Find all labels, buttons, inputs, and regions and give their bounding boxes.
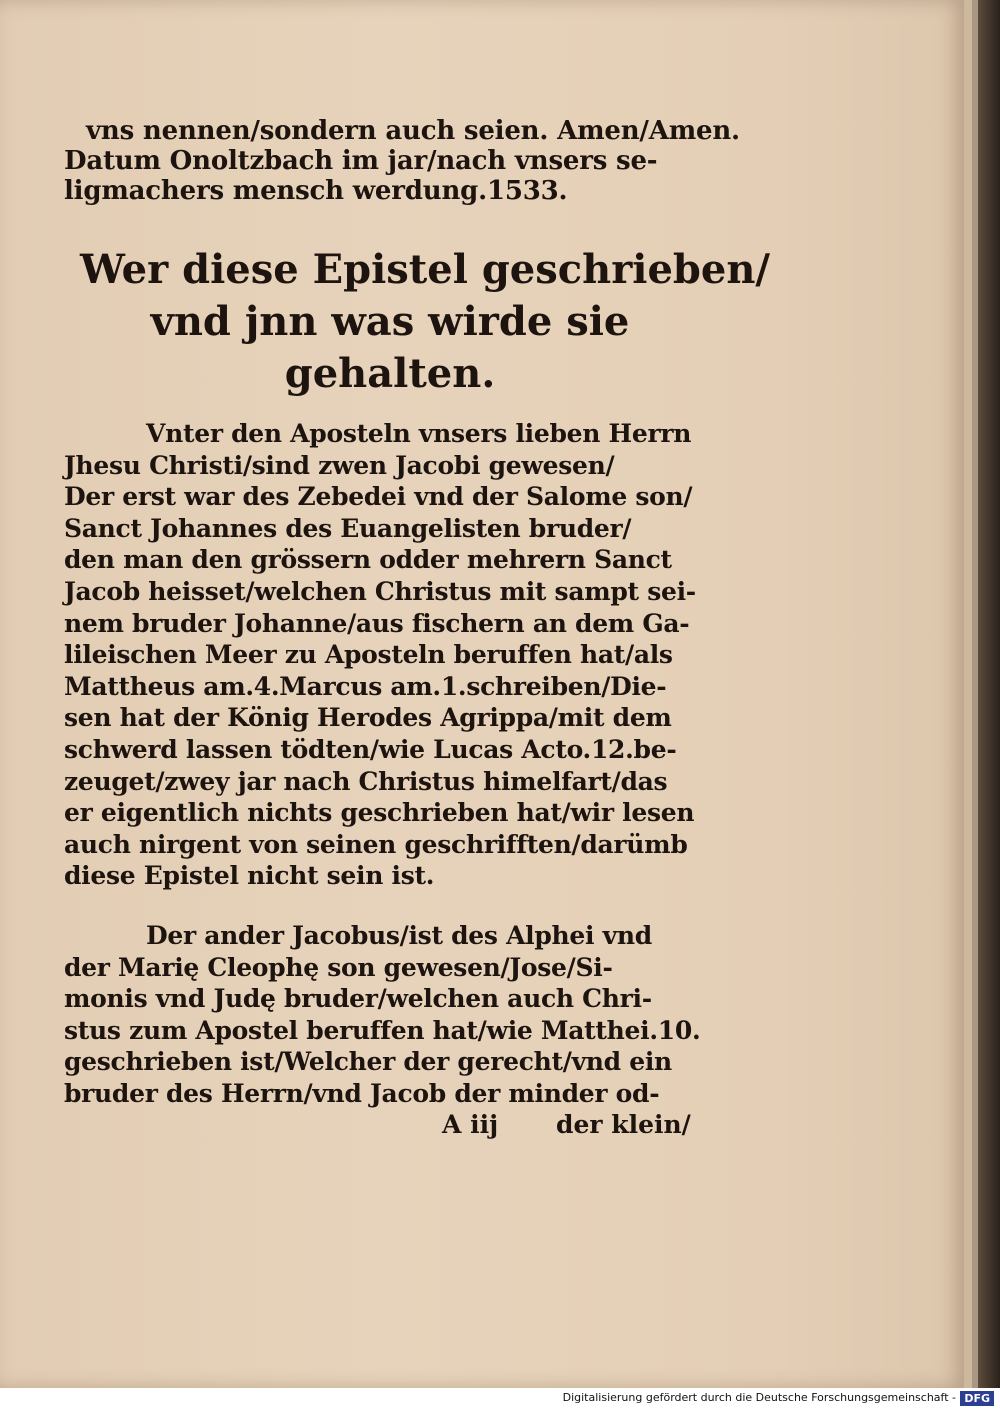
text-line: der Marię Cleophę son gewesen/Jose/Si- (64, 952, 613, 982)
text-line: Mattheus am.4.Marcus am.1.schreiben/Die- (64, 671, 667, 701)
text-line: zeuget/zwey jar nach Christus himelfart/das (64, 766, 668, 796)
text-line: nem bruder Johanne/aus fischern an dem Ga- (64, 608, 690, 638)
text-line: Sanct Johannes des Euangelisten bruder/ (64, 513, 632, 543)
text-line: schwerd lassen tödten/wie Lucas Acto.12.be- (64, 734, 677, 764)
dfg-logo: DFG (960, 1391, 994, 1406)
section-heading (80, 244, 771, 400)
text-line: Der ander Jacobus/ist des Alphei vnd (146, 921, 652, 950)
page-footer (64, 1110, 694, 1142)
page-edge (964, 0, 972, 1388)
text-line: Vnter den Aposteln vnsers lieben Herrn (146, 419, 692, 448)
text-line: diese Epistel nicht sein ist. (64, 861, 435, 891)
text-line: Datum Onoltzbach im jar/nach vnsers se- (64, 146, 658, 176)
heading-line: vnd jnn was wirde sie (150, 298, 630, 345)
text-line: den man den grössern odder mehrern Sanct (64, 545, 672, 575)
book-spine-shadow (978, 0, 1000, 1388)
text-line: vns nennen/sondern auch seien. Amen/Amen. (86, 116, 740, 146)
text-line: stus zum Apostel beruffen hat/wie Matthei.10. (64, 1015, 701, 1045)
catchword: der klein/ (556, 1110, 691, 1139)
funding-credit: Digitalisierung gefördert durch die Deutsche Forschungsgemeinschaft - (562, 1391, 956, 1404)
text-line: sen hat der König Herodes Agrippa/mit dem (64, 703, 672, 733)
text-line: auch nirgent von seinen geschrifften/darümb (64, 829, 688, 859)
closing-text (64, 116, 740, 206)
text-line: monis vnd Judę bruder/welchen auch Chri- (64, 984, 652, 1014)
text-line: Jacob heisset/welchen Christus mit sampt sei- (64, 576, 696, 606)
text-line: bruder des Herrn/vnd Jacob der minder od- (64, 1078, 660, 1108)
signature-mark: A iij (442, 1110, 499, 1139)
heading-line: Wer diese Epistel geschrieben/ (80, 246, 771, 293)
text-line: geschrieben ist/Welcher der gerecht/vnd ein (64, 1047, 672, 1077)
paragraph-2 (64, 920, 701, 1110)
text-line: Jhesu Christi/sind zwen Jacobi gewesen/ (64, 450, 615, 480)
heading-line: gehalten. (284, 350, 496, 397)
text-line: lileischen Meer zu Aposteln beruffen hat/als (64, 640, 673, 670)
text-line: er eigentlich nichts geschrieben hat/wir lesen (64, 798, 695, 828)
paragraph-1 (64, 418, 694, 892)
text-line: ligmachers mensch werdung.1533. (64, 176, 568, 206)
text-line: Der erst war des Zebedei vnd der Salome son/ (64, 482, 693, 512)
